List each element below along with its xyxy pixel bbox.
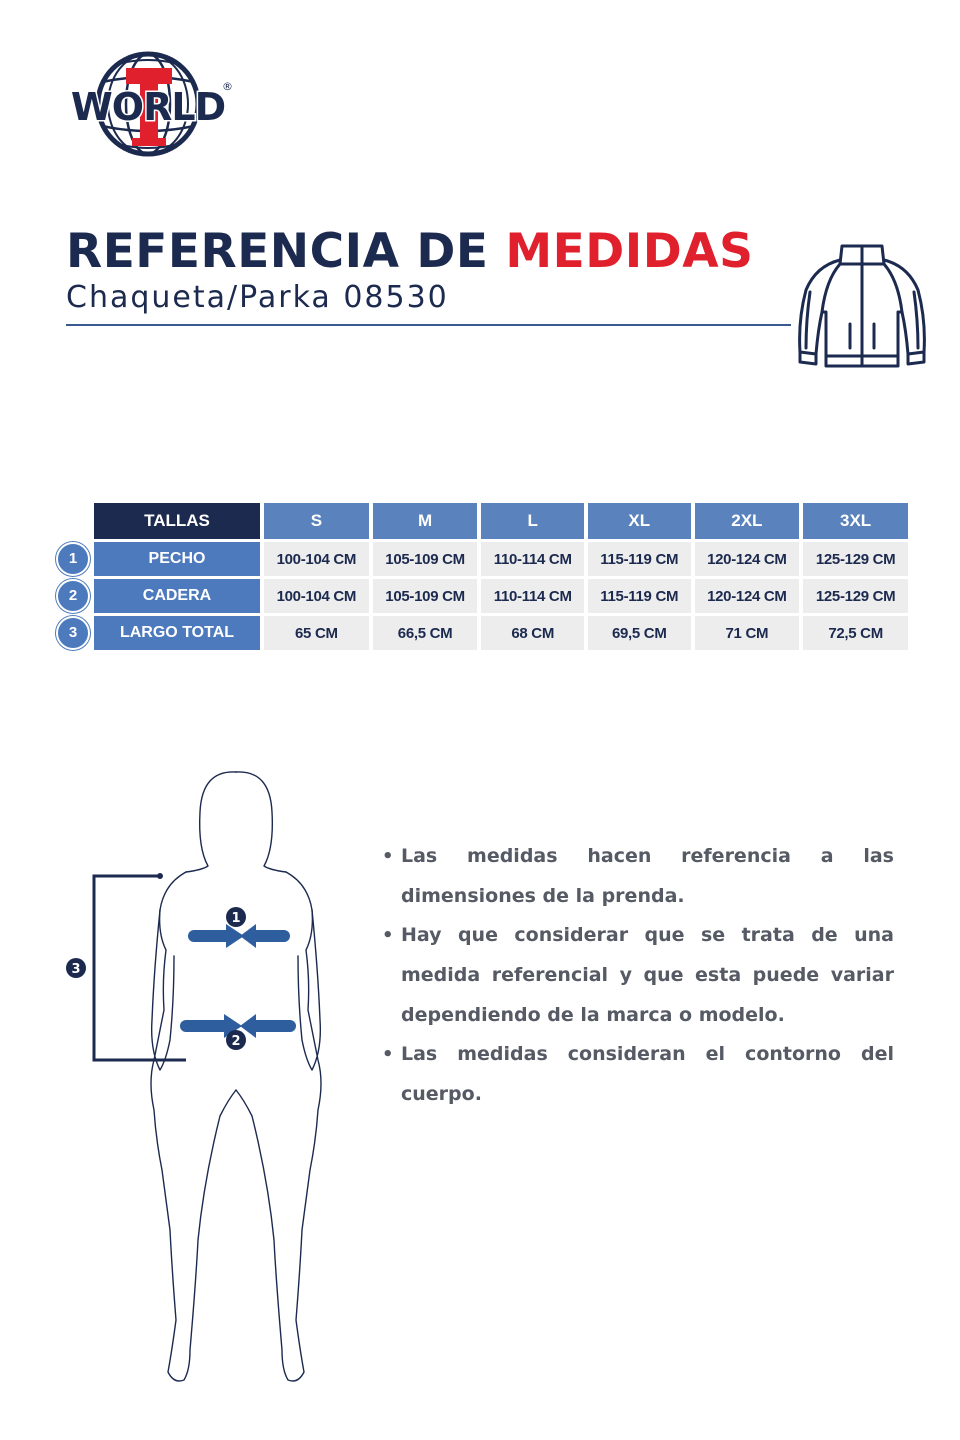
row-label: LARGO TOTAL	[94, 616, 260, 650]
table-cell: 105-109 CM	[373, 542, 478, 576]
header-size: M	[373, 503, 478, 539]
table-cell: 71 CM	[695, 616, 800, 650]
table-row-pecho	[54, 542, 908, 576]
registered-mark: ®	[222, 80, 233, 93]
product-subtitle: Chaqueta/Parka 08530	[66, 280, 449, 315]
measurement-notes	[380, 836, 894, 1113]
table-cell: 72,5 CM	[803, 616, 908, 650]
header-size: 2XL	[695, 503, 800, 539]
body-silhouette	[151, 772, 321, 1381]
note-item: • Hay que considerar que se trata de una medida referencial y que esta puede variar dependiendo de la marca o modelo.	[380, 915, 894, 1035]
world-logo	[70, 48, 235, 160]
table-cell: 105-109 CM	[373, 579, 478, 613]
table-cell: 115-119 CM	[588, 579, 691, 613]
table-cell: 110-114 CM	[481, 542, 584, 576]
svg-text:2: 2	[231, 1034, 241, 1049]
table-cell: 125-129 CM	[803, 542, 908, 576]
note-item: • Las medidas consideran el contorno del cuerpo.	[380, 1034, 894, 1114]
title-divider	[66, 324, 791, 326]
table-cell: 65 CM	[264, 616, 369, 650]
title-part-2: MEDIDAS	[505, 224, 754, 279]
table-cell: 69,5 CM	[588, 616, 691, 650]
header-tallas: TALLAS	[94, 503, 260, 539]
header-spacer	[54, 503, 90, 539]
length-measure	[66, 873, 186, 1060]
body-measurement-figure	[50, 760, 340, 1400]
row-label: CADERA	[94, 579, 260, 613]
table-row-cadera	[54, 579, 908, 613]
header-size: XL	[588, 503, 691, 539]
table-cell: 120-124 CM	[695, 542, 800, 576]
header-size: S	[264, 503, 369, 539]
row-number-badge: 3	[56, 616, 90, 650]
row-number-badge: 2	[56, 579, 90, 613]
header-size: 3XL	[803, 503, 908, 539]
table-cell: 100-104 CM	[264, 542, 369, 576]
table-cell: 120-124 CM	[695, 579, 800, 613]
size-table	[50, 500, 912, 653]
table-cell: 125-129 CM	[803, 579, 908, 613]
title-part-1: REFERENCIA DE	[66, 224, 506, 279]
size-header-row	[54, 503, 908, 539]
header-size: L	[481, 503, 584, 539]
table-row-largo-total	[54, 616, 908, 650]
table-cell: 68 CM	[481, 616, 584, 650]
row-number-badge: 1	[56, 542, 90, 576]
table-cell: 110-114 CM	[481, 579, 584, 613]
table-cell: 100-104 CM	[264, 579, 369, 613]
table-cell: 115-119 CM	[588, 542, 691, 576]
note-item: • Las medidas hacen referencia a las dimensiones de la prenda.	[380, 836, 894, 916]
svg-text:1: 1	[231, 911, 241, 926]
page-title	[66, 224, 754, 279]
chest-measure	[188, 907, 290, 948]
svg-text:3: 3	[71, 962, 81, 977]
jacket-icon	[792, 240, 932, 374]
logo-wordmark: WORLD	[70, 85, 226, 129]
row-label: PECHO	[94, 542, 260, 576]
table-cell: 66,5 CM	[373, 616, 478, 650]
hip-measure	[180, 1014, 296, 1050]
